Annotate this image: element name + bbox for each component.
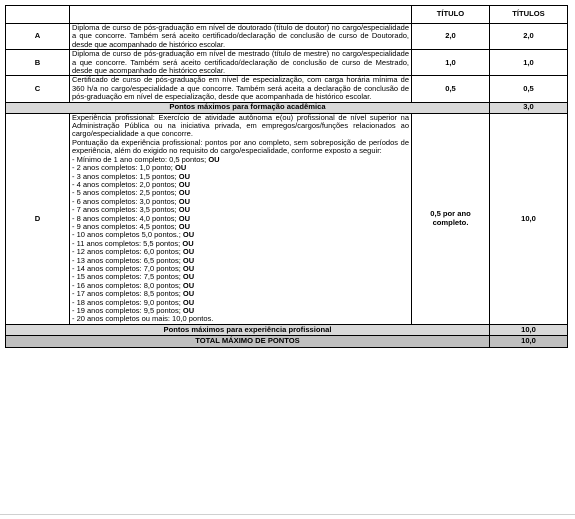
scoring-table	[5, 5, 568, 348]
experience-items-list	[72, 156, 409, 324]
experience-item-ou: OU	[182, 263, 195, 273]
experience-item-ou: OU	[182, 247, 195, 257]
row-titulo-value: 1,0	[412, 50, 490, 76]
experience-item-text: - 16 anos completos: 8,0 pontos;	[72, 280, 181, 290]
experience-intro: Experiência profissional: Exercício de atividade autônoma e(ou) profissional de nível superior na Administração Pública ou na iniciativa privada, em empregos/cargos/funções relacionados ao cargo/especialidade a que concorre.	[72, 112, 409, 139]
experience-item-text: - 5 anos completos: 2,5 pontos;	[72, 188, 177, 198]
row-label: C	[6, 76, 70, 102]
experience-item-text: - 20 anos completos ou mais: 10,0 pontos.	[72, 314, 214, 324]
row-titulo-value: 0,5	[412, 76, 490, 102]
experience-titulos-value: 10,0	[490, 113, 568, 324]
experience-item-ou: OU	[182, 289, 195, 299]
row-titulos-value: 0,5	[490, 76, 568, 102]
header-titulo: TÍTULO	[412, 6, 490, 24]
subtotal-row-experience	[6, 324, 568, 335]
row-titulo-value: 2,0	[412, 24, 490, 50]
row-description: Diploma de curso de pós-graduação em nível de mestrado (título de mestre) no cargo/especialidade a que concorre. Também será aceito certificado/declaração de conclusão de curso de Mestrado, desde que acompanhado de histórico escolar.	[70, 50, 412, 76]
experience-item-ou: OU	[208, 154, 220, 164]
row-label: A	[6, 24, 70, 50]
experience-item-text: - 9 anos completos: 4,5 pontos;	[72, 221, 177, 231]
row-description: Certificado de curso de pós-graduação em nível de especialização, com carga horária mínima de 360 h/a no cargo/especialidade a que concorre. Também será aceita a declaração de conclusão de pós-graduação em nível de especialização, desde que acompanhada de histórico escolar.	[70, 76, 412, 102]
row-label: B	[6, 50, 70, 76]
experience-item-ou: OU	[178, 221, 190, 231]
experience-item-ou: OU	[178, 179, 190, 189]
experience-item-text: - 15 anos completos: 7,5 pontos;	[72, 272, 181, 282]
row-label: D	[6, 113, 70, 324]
header-titulos: TÍTULOS	[490, 6, 568, 24]
experience-item-text: - 18 anos completos: 9,0 pontos;	[72, 297, 181, 307]
total-label: TOTAL MÁXIMO DE PONTOS	[6, 335, 490, 347]
experience-item-text: - 4 anos completos: 2,0 pontos;	[72, 179, 177, 189]
experience-item-text: - 13 anos completos: 6,5 pontos;	[72, 255, 181, 265]
subtotal-row-academic	[6, 102, 568, 113]
total-row	[6, 335, 568, 347]
row-description: Diploma de curso de pós-graduação em nível de doutorado (título de doutor) no cargo/especialidade a que concorre. Também será aceito certificado/declaração de conclusão de curso de Doutorado, desde que acompanhado de histórico escolar.	[70, 24, 412, 50]
experience-item-text: - 2 anos completos: 1,0 ponto;	[72, 163, 173, 173]
experience-item-ou: OU	[178, 188, 190, 198]
experience-item-text: - Mínimo de 1 ano completo: 0,5 pontos;	[72, 154, 207, 164]
subtotal-experience-value: 10,0	[490, 324, 568, 335]
experience-item-ou: OU	[182, 280, 195, 290]
experience-item-text: - 14 anos completos: 7,0 pontos;	[72, 263, 181, 273]
experience-titulo-value: 0,5 por ano completo.	[412, 113, 490, 324]
header-row	[6, 6, 568, 24]
experience-item-ou: OU	[178, 196, 190, 206]
header-cell-label	[6, 6, 70, 24]
experience-item-text: - 11 anos completos: 5,5 pontos;	[72, 238, 181, 248]
experience-item-ou: OU	[178, 205, 190, 215]
experience-scoring-rule: Pontuação da experiência profissional: pontos por ano completo, sem sobreposição de períodos de experiência, além do exigido no requisito do cargo/especialidade, conforme exposto a seguir:	[72, 137, 409, 156]
page-divider	[0, 514, 575, 515]
experience-item	[72, 315, 409, 323]
table-row-experience	[6, 113, 568, 324]
experience-item-ou: OU	[182, 255, 195, 265]
experience-item-ou: OU	[178, 171, 190, 181]
experience-item-text: - 3 anos completos: 1,5 pontos;	[72, 171, 177, 181]
experience-item-text: - 17 anos completos: 8,5 pontos;	[72, 289, 181, 299]
subtotal-experience-label: Pontos máximos para experiência profissional	[6, 324, 490, 335]
experience-item-ou: OU	[182, 272, 195, 282]
experience-item-text: - 6 anos completos: 3,0 pontos;	[72, 196, 177, 206]
experience-description	[70, 113, 412, 324]
subtotal-academic-label: Pontos máximos para formação acadêmica	[6, 102, 490, 113]
header-cell-description	[70, 6, 412, 24]
experience-item-ou: OU	[182, 238, 194, 248]
table-row	[6, 76, 568, 102]
experience-item-text: - 10 anos completos 5,0 pontos.;	[72, 230, 181, 240]
table-row	[6, 50, 568, 76]
experience-item-text: - 7 anos completos: 3,5 pontos;	[72, 205, 177, 215]
row-titulos-value: 2,0	[490, 24, 568, 50]
table-row	[6, 24, 568, 50]
experience-item-text: - 8 anos completos: 4,0 pontos;	[72, 213, 177, 223]
experience-item-text: - 19 anos completos: 9,5 pontos;	[72, 306, 181, 315]
experience-item-ou: OU	[182, 297, 195, 307]
subtotal-academic-value: 3,0	[490, 102, 568, 113]
experience-item-ou: OU	[178, 213, 190, 223]
experience-item-ou: OU	[182, 230, 195, 240]
row-titulos-value: 1,0	[490, 50, 568, 76]
total-value: 10,0	[490, 335, 568, 347]
experience-item-ou: OU	[182, 306, 195, 315]
experience-item-text: - 12 anos completos: 6,0 pontos;	[72, 247, 181, 257]
experience-item-ou: OU	[175, 163, 187, 173]
